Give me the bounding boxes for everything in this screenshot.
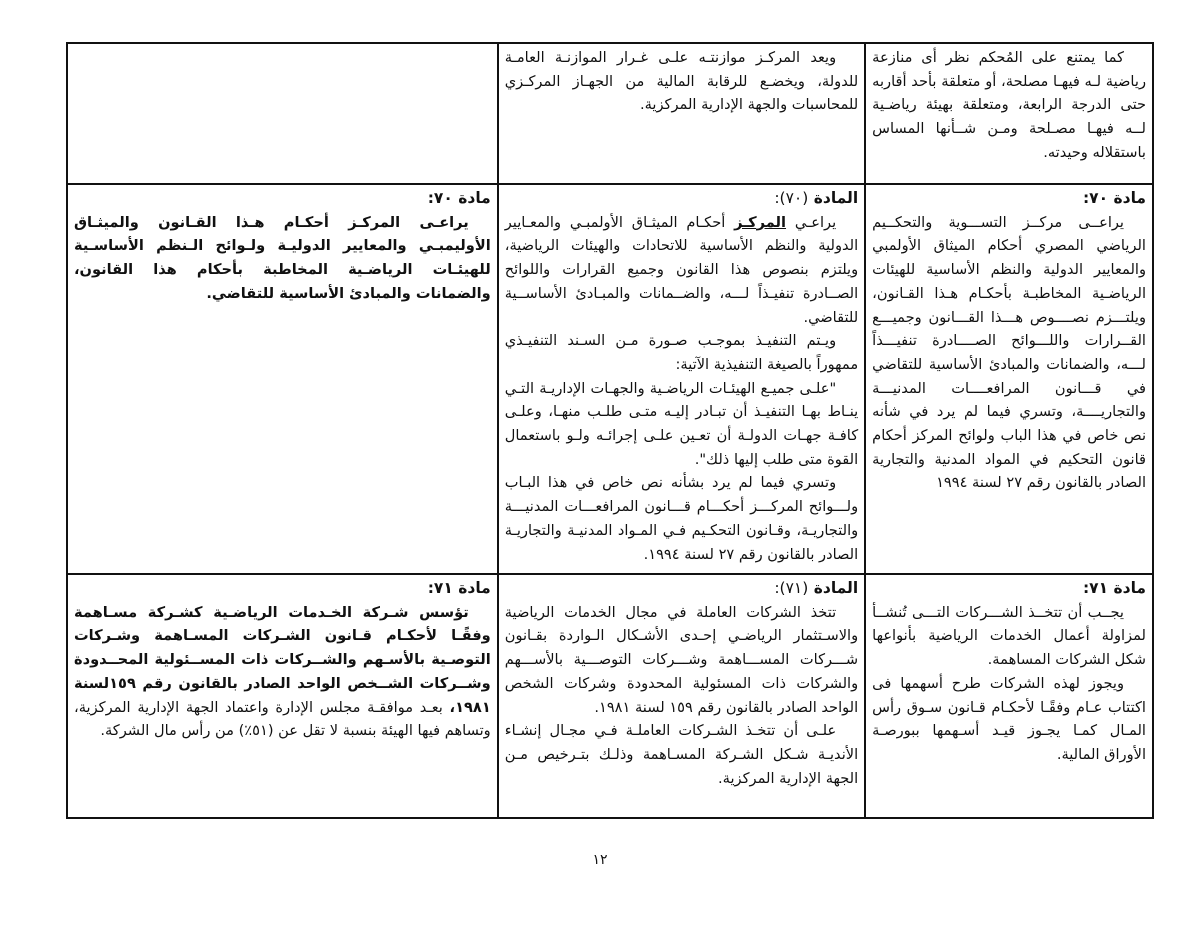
- paragraph: تتخذ الشركات العاملة في مجال الخدمات الرياضية والاسـتثمار الرياضـي إحـدى الأشـكال الـواردة بقـانون شـــركات المســـاهمة وشـــركات التوصـــية بالأســـهم والشركات ذات المسئولية المحدودة وشركات الشخص الواحد الصادر بالقانون رقم ١٥٩ لسنة ١٩٨١.: [504, 603, 859, 716]
- paragraph: ويجوز لهذه الشركات طرح أسهمها فى اكتتاب عـام وفقًـا لأحكـام قـانون سـوق رأس المـال كمـا يجـوز قيـد أسـهمها ببورصـة الأوراق المالية.: [872, 674, 1146, 763]
- paragraph: [505, 211, 858, 330]
- paragraph: يراعــى مركــز التســـوية والتحكــيم الرياضي المصري أحكام الميثاق الأولمبي والمعايير الدولية والنظم الأساسية للهيئات الرياضـية المخاطبـة بأحكـام هـذا القـانون، ويلتـــزم نصــــوص هـــذا القـــانون وجميـــع القــرارات واللـــوائح الصــــادرة تنفيـــذاً لـــه، والضمانات والمبادئ الأساسية للتقاضي في قـــانون المرافعــــات المدنيـــة والتجاريــــة، وتسري فيما لم يرد في شأنه نص خاص في هذا الباب ولوائح المركز أحكام قانون التحكيم في المواد المدنية والتجارية الصادر بالقانون رقم ٢٧ لسنة ١٩٩٤: [872, 213, 1146, 492]
- paragraph: [74, 601, 491, 743]
- cell-original-text: [865, 574, 1153, 818]
- article-heading: مادة ٧٠:: [427, 189, 491, 207]
- paragraph: "علـى جميـع الهيئـات الرياضـية والجهـات الإداريـة التـي ينـاط بهـا التنفيـذ أن تبـادر إليـه متـى طلـب منهـا، وعلـى كافـة جهـات الدولـة أن تعـين علـى إجرائـه ولـو باستعمال القوة متى طلب إليها ذلك".: [504, 379, 859, 468]
- underlined-word: المركـز: [734, 213, 787, 231]
- cell-original-text: [865, 43, 1153, 184]
- cell-committee-text: [67, 184, 498, 574]
- text-run: بعـد موافقـة مجلس الإدارة واعتماد الجهة الإدارية المركزية، وتساهم فيها الهيئة بنسبة لا تقل عن (٥١٪) من رأس مال الشركة.: [74, 698, 491, 740]
- paragraph: وتسري فيما لم يرد بشأنه نص خاص في هذا البـاب ولـــوائح المركـــز أحكـــام قـــانون المرافعـــات المدنيـــة والتجاريـة، وقـانون التحكـيم فـي المـواد المدنيـة والتجاريـة الصادر بالقانون رقم ٢٧ لسنة ١٩٩٤.: [504, 474, 859, 563]
- article-heading-label: المادة: [808, 579, 859, 597]
- table-row: [67, 574, 1153, 818]
- table-row: [67, 43, 1153, 184]
- text-run: أحكـام الميثـاق الأولمبـي والمعـايير الدولية والنظم الأساسية للاتحادات والهيئات الرياضية، ويلتزم بنصوص هذا القانون وجميع القرارات واللوائح الصــادرة تنفيـذاً لـــه، والضــمانات والمبـادئ الأساســية للتقاضي.: [504, 213, 859, 326]
- page-number: ١٢: [592, 852, 608, 868]
- article-heading: مادة ٧١:: [1082, 579, 1146, 597]
- cell-original-text: [865, 184, 1153, 574]
- article-heading-number: (٧١):: [774, 579, 809, 597]
- cell-amended-text: [498, 574, 865, 818]
- article-heading-label: المادة: [808, 189, 859, 207]
- article-heading: مادة ٧٠:: [1082, 189, 1146, 207]
- paragraph: ويعد المركـز موازنتـه علـى غـرار الموازنـة العامـة للدولة، ويخضـع للرقابة المالية من الجهـاز المركـزي للمحاسبات والجهة الإدارية المركزية.: [504, 49, 859, 114]
- article-heading: [505, 187, 858, 211]
- paragraph: علـى أن تتخـذ الشـركات العاملـة فـي مجـال إنشـاء الأنديـة شـكل الشـركة المسـاهمة وذلـك بتـرخيص مـن الجهة الإدارية المركزية.: [504, 722, 859, 787]
- cell-amended-text: [498, 43, 865, 184]
- article-heading-number: (٧٠):: [774, 189, 809, 207]
- cell-amended-text: [498, 184, 865, 574]
- text-run: يراعـي: [786, 213, 837, 231]
- article-heading: [505, 577, 858, 601]
- paragraph: يجــب أن تتخــذ الشـــركات التـــى تُنشــأ لمزاولة أعمال الخدمات الرياضية بأنواعها شكل الشركات المساهمة.: [872, 603, 1146, 669]
- bold-text-run: تؤسس شـركة الخـدمات الرياضـية كشـركة مسـاهمة وفقًـا لأحكـام قـانون الشـركات المسـاهمة وشـركات التوصـية بالأسـهم والشــركات ذات المســئولية المحــدودة وشــركات الشــخص الواحد الصادر بالقانون رقم ١٥٩لسنة ١٩٨١،: [74, 603, 491, 716]
- table-row: [67, 184, 1153, 574]
- paragraph: ويـتم التنفيـذ بموجـب صـورة مـن السـند التنفيـذي ممهوراً بالصيغة التنفيذية الآتية:: [504, 332, 859, 373]
- cell-committee-text: [67, 43, 498, 184]
- cell-committee-text: [67, 574, 498, 818]
- paragraph: كما يمتنع على المُحكم نظر أى منازعة رياضية لـه فيهـا مصلحة، أو متعلقة بأحد أقاربه حتى الدرجة الرابعة، ومتعلقة بهيئة رياضـية لــه فيهـا مصـلحة ومـن شــأنها المساس باستقلاله وحيدته.: [872, 49, 1146, 161]
- comparison-table: [66, 42, 1154, 819]
- paragraph: يراعـى المركـز أحكـام هـذا القـانون والميثـاق الأوليمبـي والمعايير الدوليـة ولـوائح الـنظم الأساسـية للهيئـات الرياضـية المخاطبة بأحكام هذا القانون، والضمانات والمبادئ الأساسية للتقاضي.: [74, 213, 491, 302]
- article-heading: مادة ٧١:: [427, 579, 491, 597]
